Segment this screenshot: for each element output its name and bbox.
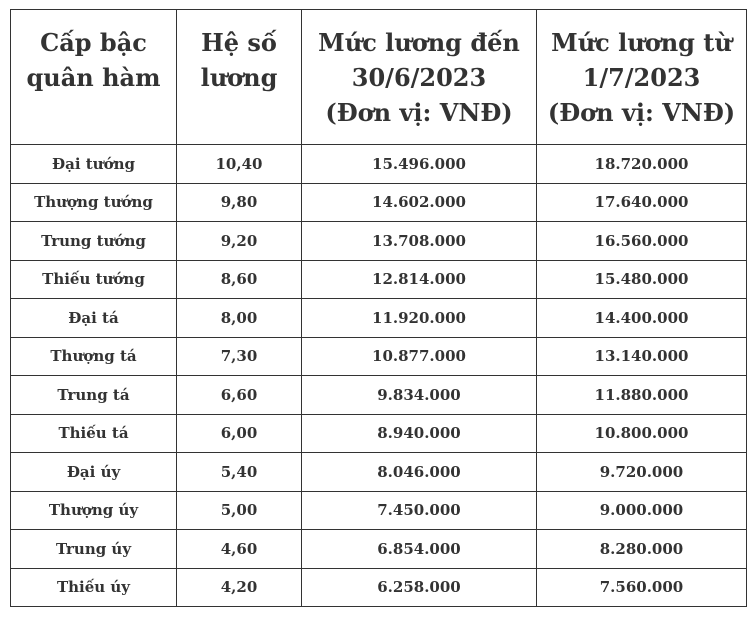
rank-cell: Thiếu úy	[11, 568, 177, 607]
salary-after-cell: 18.720.000	[537, 145, 747, 184]
header-salary-before	[302, 10, 537, 145]
rank-cell: Trung tướng	[11, 222, 177, 261]
salary-before-cell: 12.814.000	[302, 260, 537, 299]
rank-cell: Đại tá	[11, 299, 177, 338]
table-row	[11, 337, 747, 376]
header-line: Mức lương đến	[318, 27, 520, 57]
coefficient-cell: 6,60	[177, 376, 302, 415]
header-line: lương	[200, 62, 278, 92]
coefficient-cell: 8,60	[177, 260, 302, 299]
header-row	[11, 10, 747, 145]
salary-after-cell: 17.640.000	[537, 183, 747, 222]
coefficient-cell: 5,00	[177, 491, 302, 530]
coefficient-cell: 4,20	[177, 568, 302, 607]
header-rank	[11, 10, 177, 145]
salary-after-cell: 9.000.000	[537, 491, 747, 530]
salary-after-cell: 7.560.000	[537, 568, 747, 607]
salary-before-cell: 11.920.000	[302, 299, 537, 338]
salary-after-cell: 13.140.000	[537, 337, 747, 376]
salary-before-cell: 7.450.000	[302, 491, 537, 530]
header-line: Hệ số	[201, 27, 277, 57]
table-row	[11, 183, 747, 222]
salary-before-cell: 14.602.000	[302, 183, 537, 222]
coefficient-cell: 4,60	[177, 530, 302, 569]
header-line: (Đơn vị: VNĐ)	[325, 97, 513, 127]
salary-before-cell: 6.854.000	[302, 530, 537, 569]
salary-before-cell: 13.708.000	[302, 222, 537, 261]
header-coefficient	[177, 10, 302, 145]
salary-after-cell: 10.800.000	[537, 414, 747, 453]
header-line: (Đơn vị: VNĐ)	[547, 97, 736, 127]
table-row	[11, 376, 747, 415]
coefficient-cell: 6,00	[177, 414, 302, 453]
salary-before-cell: 8.046.000	[302, 453, 537, 492]
header-line: Mức lương từ	[551, 27, 732, 57]
rank-cell: Đại úy	[11, 453, 177, 492]
salary-before-cell: 10.877.000	[302, 337, 537, 376]
salary-after-cell: 14.400.000	[537, 299, 747, 338]
coefficient-cell: 7,30	[177, 337, 302, 376]
coefficient-cell: 5,40	[177, 453, 302, 492]
rank-cell: Đại tướng	[11, 145, 177, 184]
table-row	[11, 530, 747, 569]
header-salary-after	[537, 10, 747, 145]
header-line: 30/6/2023	[351, 62, 487, 92]
coefficient-cell: 9,80	[177, 183, 302, 222]
rank-cell: Thượng úy	[11, 491, 177, 530]
salary-after-cell: 8.280.000	[537, 530, 747, 569]
table-row	[11, 299, 747, 338]
table-row	[11, 568, 747, 607]
header-line: 1/7/2023	[582, 62, 701, 92]
rank-cell: Thiếu tá	[11, 414, 177, 453]
salary-after-cell: 11.880.000	[537, 376, 747, 415]
rank-cell: Thiếu tướng	[11, 260, 177, 299]
rank-cell: Trung úy	[11, 530, 177, 569]
table-row	[11, 453, 747, 492]
rank-cell: Trung tá	[11, 376, 177, 415]
salary-table	[10, 9, 747, 607]
salary-before-cell: 6.258.000	[302, 568, 537, 607]
table-body	[11, 145, 747, 607]
table-row	[11, 145, 747, 184]
table-row	[11, 222, 747, 261]
table-row	[11, 414, 747, 453]
coefficient-cell: 8,00	[177, 299, 302, 338]
coefficient-cell: 9,20	[177, 222, 302, 261]
table-row	[11, 491, 747, 530]
rank-cell: Thượng tướng	[11, 183, 177, 222]
salary-before-cell: 15.496.000	[302, 145, 537, 184]
table-row	[11, 260, 747, 299]
header-line: quân hàm	[26, 62, 161, 92]
salary-before-cell: 9.834.000	[302, 376, 537, 415]
rank-cell: Thượng tá	[11, 337, 177, 376]
coefficient-cell: 10,40	[177, 145, 302, 184]
salary-after-cell: 15.480.000	[537, 260, 747, 299]
salary-after-cell: 9.720.000	[537, 453, 747, 492]
salary-after-cell: 16.560.000	[537, 222, 747, 261]
header-line: Cấp bậc	[40, 27, 147, 57]
salary-before-cell: 8.940.000	[302, 414, 537, 453]
